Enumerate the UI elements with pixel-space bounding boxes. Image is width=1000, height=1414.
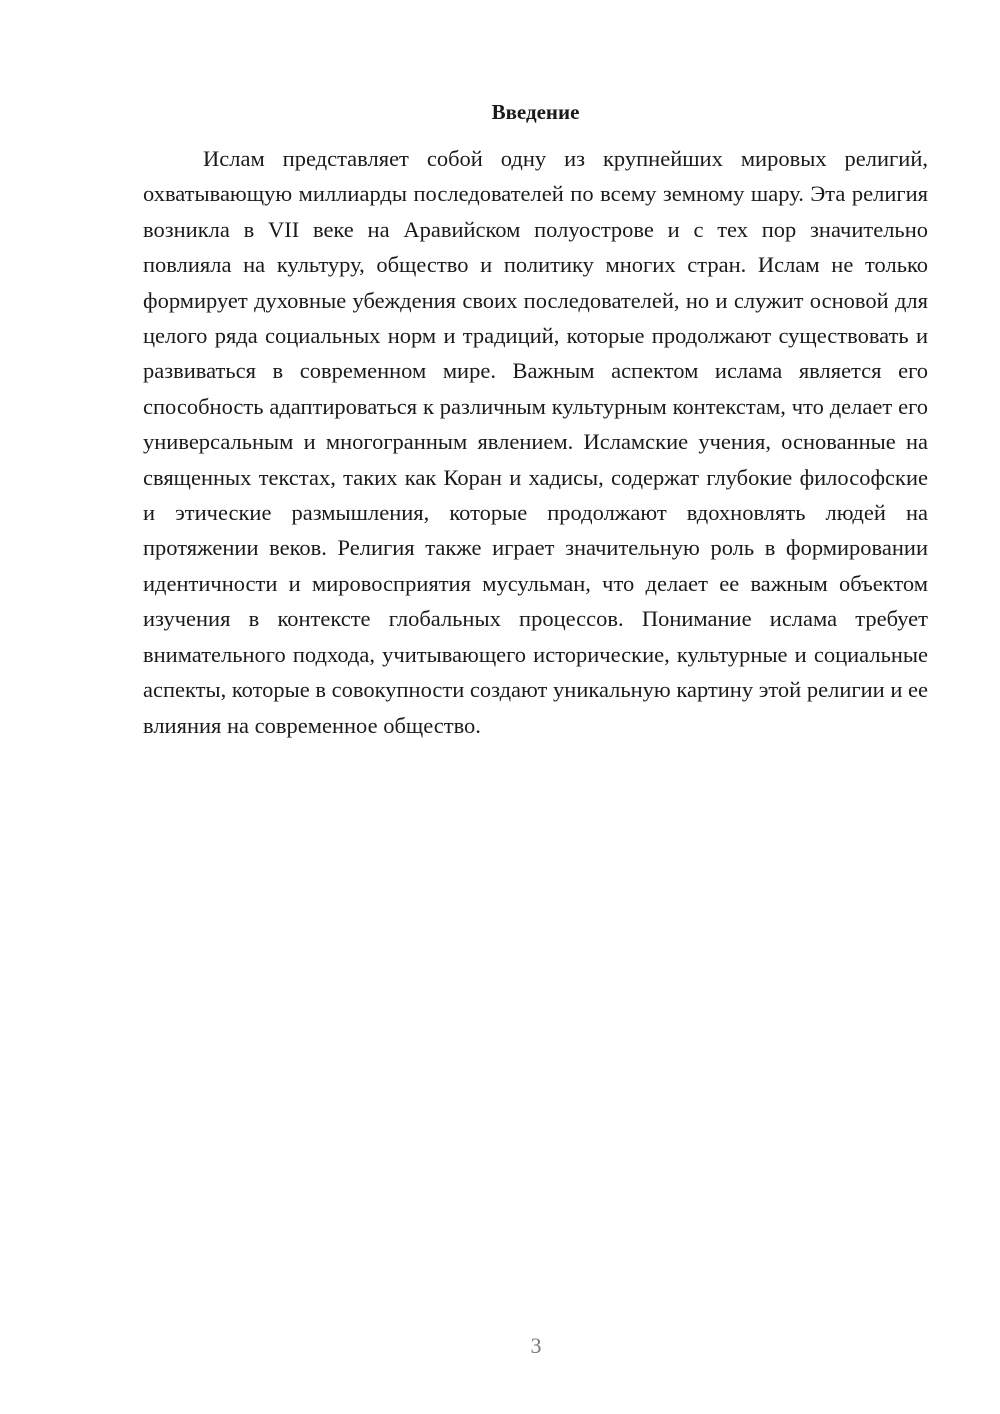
body-paragraph: Ислам представляет собой одну из крупнейших мировых религий, охватывающую миллиарды последователей по всему земному шару. Эта религия возникла в VII веке на Аравийском полуострове и с тех пор значительно повлияла на культуру, общество и политику многих стран. Ислам не только формирует духовные убеждения своих последователей, но и служит основой для целого ряда социальных норм и традиций, которые продолжают существовать и развиваться в современном мире. Важным аспектом ислама является его способность адаптироваться к различным культурным контекстам, что делает его универсальным и многогранным явлением. Исламские учения, основанные на священных текстах, таких как Коран и хадисы, содержат глубокие философские и этические размышления, которые продолжают вдохновлять людей на протяжении веков. Религия также играет значительную роль в формировании идентичности и мировосприятия мусульман, что делает ее важным объектом изучения в контексте глобальных процессов. Понимание ислама требует внимательного подхода, учитывающего исторические, культурные и социальные аспекты, которые в совокупности создают уникальную картину этой религии и ее влияния на современное общество. xyxy=(143,146,928,738)
section-heading: Введение xyxy=(491,100,580,124)
page-number: 3 xyxy=(530,1333,542,1358)
